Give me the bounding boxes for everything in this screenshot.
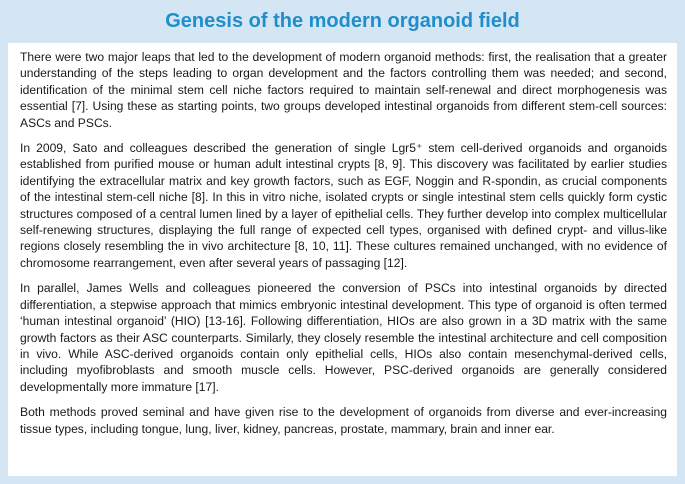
paragraph-3: In parallel, James Wells and colleagues pioneered the conversion of PSCs into intestinal organoids by directed differentiation, a stepwise approach that mimics embryonic intestinal development. This type of organoid is often termed ‘human intestinal organoid’ (HIO) [13-16]. Following differentiation, HIOs are also grown in a 3D matrix with the same growth factors as their ASC counterparts. Similarly, they closely resemble the intestinal architecture and cell composition in vivo. While ASC-derived organoids contain only epithelial cells, HIOs also contain mesenchymal-derived cells, including myofibroblasts and smooth muscle cells. However, PSC-derived organoids are generally considered developmentally more immature [17]. bbox=[20, 281, 667, 394]
paragraph-4: Both methods proved seminal and have given rise to the development of organoids from diverse and ever-increasing tissue types, including tongue, lung, liver, kidney, pancreas, prostate, mammary, brain and inner ear. bbox=[20, 405, 667, 436]
paragraph-1: There were two major leaps that led to the development of modern organoid methods: first, the realisation that a greater understanding of the steps leading to organ development and the factors controlling them was needed; and second, identification of the minimal stem cell niche factors required to maintain self-renewal and direct morphogenesis was essential [7]. Using these as starting points, two groups developed intestinal organoids from different stem-cell sources: ASCs and PSCs. bbox=[20, 50, 667, 130]
text-panel bbox=[8, 43, 677, 476]
document-title: Genesis of the modern organoid field bbox=[165, 10, 520, 32]
paragraph-2: In 2009, Sato and colleagues described the generation of single Lgr5⁺ stem cell-derived organoids and organoids established from purified mouse or human adult intestinal crypts [8, 9]. This discovery was facilitated by earlier studies identifying the extracellular matrix and key growth factors, such as EGF, Noggin and R-spondin, as crucial components of the intestinal stem-cell niche [8]. In this in vitro niche, isolated crypts or single intestinal stem cells quickly form cystic structures composed of a central lumen lined by a layer of epithelial cells. They further develop into complex multicellular self-renewing structures, displaying the full range of expected cell types, organised with defined crypt- and villus-like regions closely resembling the in vivo architecture [8, 10, 11]. These cultures remained unchanged, with no evidence of chromosome rearrangement, even after several years of passaging [12]. bbox=[20, 141, 667, 270]
